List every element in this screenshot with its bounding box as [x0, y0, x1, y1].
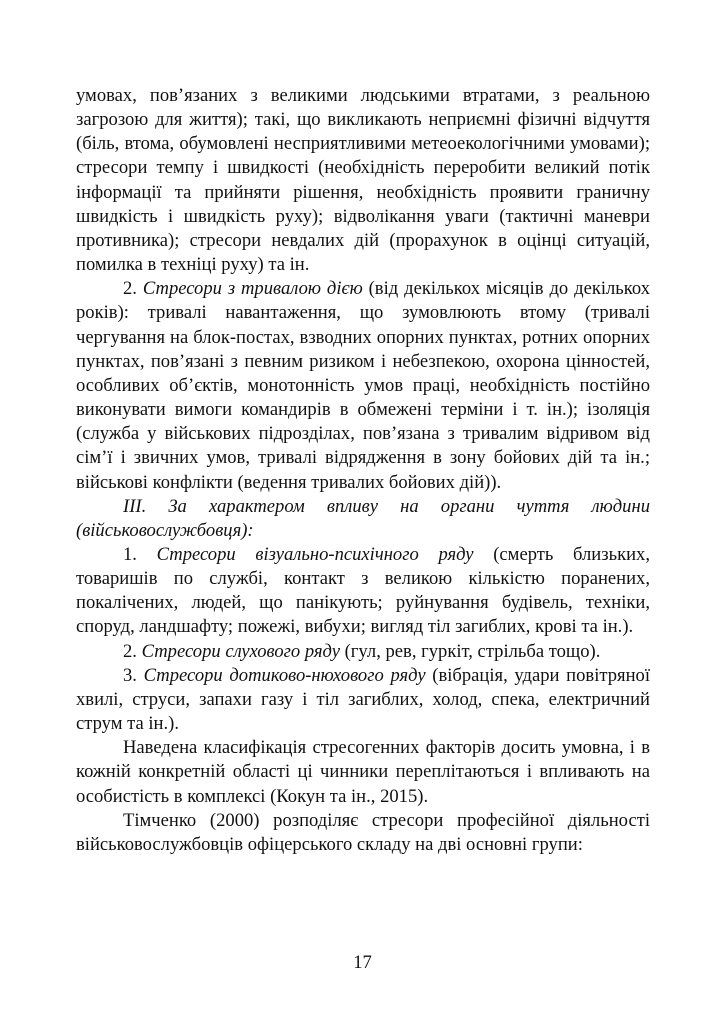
item-title: Стресори слухового ряду [141, 640, 340, 662]
item-number: 3. [123, 664, 144, 686]
section-heading-text: ІІІ. За характером впливу на органи чуття людини (військовослужбовця): [76, 495, 650, 541]
paragraph-auditory-stressors [76, 640, 650, 664]
paragraph-tactile-olfactory-stressors [76, 664, 650, 736]
body-text [76, 84, 650, 857]
paragraph-text: (смерть близьких, товаришів по службі, контакт з великою кількістю поранених, покалічених, людей, що панікують; руйнування будівель, техніки, споруд, ландшафту; пожежі, вибухи; вигляд тіл загиблих, крові та ін.). [76, 543, 651, 638]
page-number: 17 [353, 952, 372, 973]
item-number: 2. [123, 640, 142, 662]
paragraph-long-acting-stressors [76, 277, 650, 494]
item-title: Стресори дотиково-нюхового ряду [143, 664, 426, 686]
paragraph-timchenko [76, 809, 650, 857]
paragraph-text: умовах, пов’язаних з великими людськими втратами, з реальною загрозою для життя); такі, що викликають неприємні фізичні відчуття (біль, втома, обумовлені несприятливими метеоекологічними умовами); стресори темпу і швидкості (необхідність переробити великий потік інформації та прийняти рішення, необхідність проявити граничну швидкість і швидкість руху); відволікання уваги (тактичні маневри противника); стресори невдалих дій (прорахунок в оцінці ситуацій, помилка в техніці руху) та ін. [76, 85, 650, 276]
paragraph-text: (гул, рев, гуркіт, стрільба тощо). [339, 640, 601, 662]
item-title: Стресори візуально-психічного ряду [156, 543, 474, 565]
section-heading-iii [76, 495, 650, 543]
paragraph-text: Наведена класифікація стресогенних факторів досить умовна, і в кожній конкретній області ці чинники переплітаються і впливають на особистість в комплексі (Кокун та ін., 2015). [76, 737, 650, 807]
paragraph-classification-note [76, 736, 650, 808]
paragraph-text: (від декількох місяців до декількох років): тривалі навантаження, що зумовлюють втому (тривалі чергування на блок-постах, взводних опорних пунктах, ротних опорних пунктах, пов’язані з певним ризиком і небезпекою, охорона цінностей, особливих об’єктів, монотонність умов праці, необхідність постійно виконувати вимоги командирів в обмежені терміни і т. ін.); ізоляція (служба у військових підрозділах, пов’язана з тривалим відривом від сім’ї і звичних умов, тривалі відрядження в зону бойових дій та ін.; військові конфлікти (ведення тривалих бойових дій)). [76, 278, 650, 493]
item-number: 1. [123, 543, 157, 565]
item-number: 2. [123, 278, 143, 300]
paragraph-visual-stressors [76, 543, 650, 640]
paragraph-continuation [76, 84, 650, 277]
paragraph-text: Тімченко (2000) розподіляє стресори професійної діяльності військовослужбовців офіцерського складу на дві основні групи: [76, 809, 650, 855]
item-title: Стресори з тривалою дією [142, 278, 363, 300]
paragraph-text: (вібрація, удари повітряної хвилі, струси, запахи газу і тіл загиблих, холод, спека, електричний струм та ін.). [76, 664, 650, 735]
